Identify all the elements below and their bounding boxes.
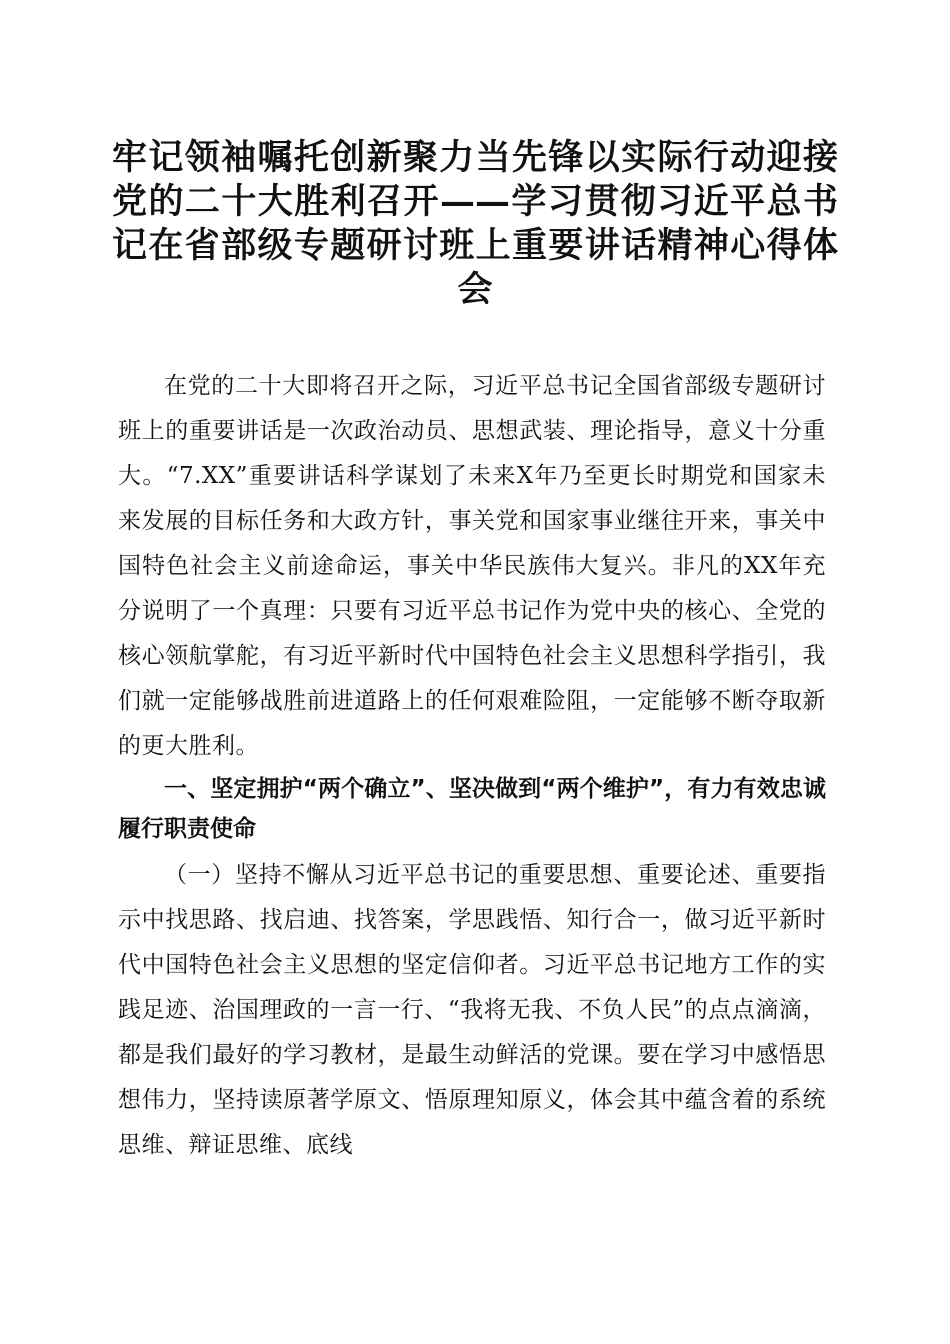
document-title: 牢记领袖嘱托创新聚力当先锋以实际行动迎接党的二十大胜利召开——学习贯彻习近平总书记在省部级专题研讨班上重要讲话精神心得体会 xyxy=(112,137,838,310)
section-heading-1: 一、坚定拥护“两个确立”、坚决做到“两个维护”，有力有效忠诚履行职责使命 xyxy=(118,776,826,842)
subsection-paragraph-1: （一）坚持不懈从习近平总书记的重要思想、重要论述、重要指示中找思路、找启迪、找答案，学思践悟、知行合一，做习近平新时代中国特色社会主义思想的坚定信仰者。习近平总书记地方工作的实践足迹、治国理政的一言一行、“我将无我、不负人民”的点点滴滴，都是我们最好的学习教材，是最生动鲜活的党课。要在学习中感悟思想伟力，坚持读原著学原文、悟原理知原义，体会其中蕴含着的系统思维、辩证思维、底线 xyxy=(118,862,826,1158)
intro-paragraph: 在党的二十大即将召开之际，习近平总书记全国省部级专题研讨班上的重要讲话是一次政治动员、思想武装、理论指导，意义十分重大。“7.XX”重要讲话科学谋划了未来X年乃至更长时期党和国家未来发展的目标任务和大政方针，事关党和国家事业继往开来，事关中国特色社会主义前途命运，事关中华民族伟大复兴。非凡的XX年充分说明了一个真理：只要有习近平总书记作为党中央的核心、全党的核心领航掌舵，有习近平新时代中国特色社会主义思想科学指引，我们就一定能够战胜前进道路上的任何艰难险阻，一定能够不断夺取新的更大胜利。 xyxy=(118,373,826,759)
